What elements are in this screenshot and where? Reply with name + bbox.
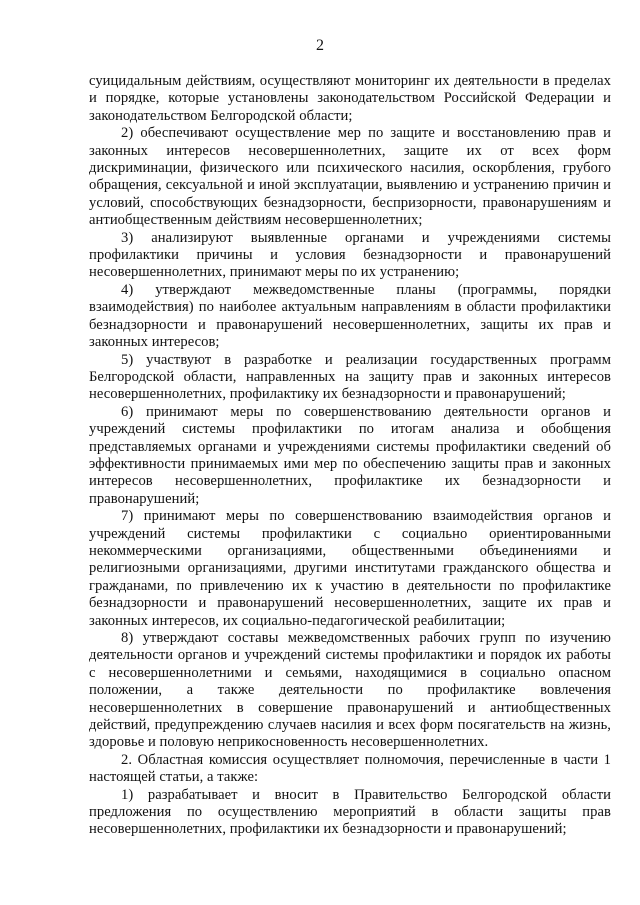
paragraph: 5) участвуют в разработке и реализации государственных программ Белгородской области, направленных на защиту прав и законных интересов несовершеннолетних, профилактику их безнадзорности и правонарушений; [89,351,611,403]
paragraph: 4) утверждают межведомственные планы (программы, порядки взаимодействия) по наиболее актуальным направлениям в области профилактики безнадзорности и правонарушений несовершеннолетних, защиты их прав и законных интересов; [89,281,611,351]
paragraph: 3) анализируют выявленные органами и учреждениями системы профилактики причины и условия безнадзорности и правонарушений несовершеннолетних, принимают меры по их устранению; [89,229,611,281]
paragraph: 8) утверждают составы межведомственных рабочих групп по изучению деятельности органов и учреждений системы профилактики и порядок их работы с несовершеннолетними и семьями, находящимися в социально опасном положении, а также деятельности по профилактике вовлечения несовершеннолетних в совершение правонарушений и антиобщественных действий, предупреждению случаев насилия и всех форм посягательств на жизнь, здоровье и половую неприкосновенность несовершеннолетних. [89,630,611,751]
paragraph: 7) принимают меры по совершенствованию взаимодействия органов и учреждений системы профилактики с социально ориентированными некоммерческими организациями, общественными объединениями и религиозными организациями, другими институтами гражданского общества и гражданами, по привлечению их к участию в деятельности по профилактике безнадзорности и правонарушений несовершеннолетних, защите их прав и законных интересов, их социально-педагогической реабилитации; [89,508,611,629]
paragraph: 6) принимают меры по совершенствованию деятельности органов и учреждений системы профилактики по итогам анализа и обобщения представляемых органами и учреждениями системы профилактики сведений об эффективности принимаемых ими мер по обеспечению защиты прав и законных интересов несовершеннолетних, профилактике их безнадзорности и правонарушений; [89,403,611,507]
paragraph: суицидальным действиям, осуществляют мониторинг их деятельности в пределах и порядке, которые установлены законодательством Российской Федерации и законодательством Белгородской области; [89,73,611,124]
page-number: 2 [316,37,324,54]
paragraph: 2) обеспечивают осуществление мер по защите и восстановлению прав и законных интересов несовершеннолетних, защите их от всех форм дискриминации, физического или психического насилия, оскорбления, грубого обращения, сексуальной и иной эксплуатации, выявлению и устранению причин и условий, способствующих безнадзорности, беспризорности, правонарушениям и антиобщественным действиям несовершеннолетних; [89,125,611,229]
document-body [89,73,611,839]
paragraph: 2. Областная комиссия осуществляет полномочия, перечисленные в части 1 настоящей статьи, а также: [89,751,611,786]
paragraph: 1) разрабатывает и вносит в Правительство Белгородской области предложения по осуществлению мероприятий в области защиты прав несовершеннолетних, профилактики их безнадзорности и правонарушений; [89,786,611,838]
